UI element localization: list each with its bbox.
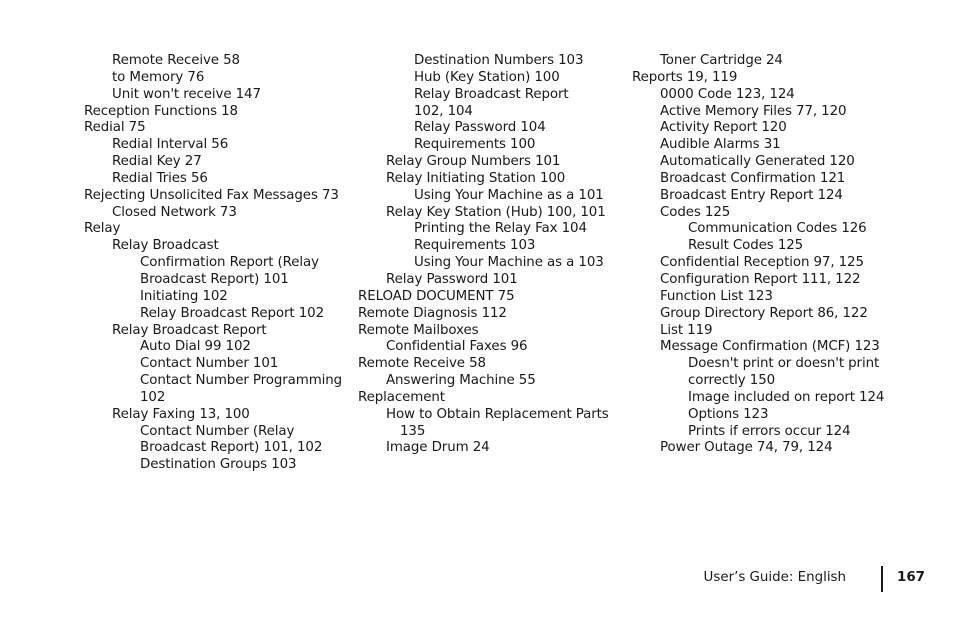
index-entry: Automatically Generated 120 xyxy=(660,154,855,170)
index-entry: Result Codes 125 xyxy=(688,238,804,254)
index-entry: Requirements 103 xyxy=(414,238,536,254)
index-entry: Destination Numbers 103 xyxy=(414,53,584,68)
index-entry: 102 xyxy=(140,389,166,405)
index-entry: Answering Machine 55 xyxy=(386,373,536,389)
index-entry: Active Memory Files 77, 120 xyxy=(660,103,847,119)
index-entry: Destination Groups 103 xyxy=(140,457,297,473)
index-entry: Relay Broadcast Report xyxy=(414,86,569,102)
index-entry: Closed Network 73 xyxy=(112,204,237,220)
index-entry: Confidential Reception 97, 125 xyxy=(660,255,864,271)
page-number: 167 xyxy=(897,570,925,585)
index-entry: Function List 123 xyxy=(660,288,773,304)
index-entry: Broadcast Report) 101 xyxy=(140,271,289,287)
index-entry: Redial Key 27 xyxy=(112,154,202,170)
index-entry: Relay xyxy=(84,221,121,237)
index-entry: Codes 125 xyxy=(660,204,731,220)
index-entry: Options 123 xyxy=(688,406,769,422)
index-entry: Broadcast Entry Report 124 xyxy=(660,187,843,203)
index-entry: Relay Key Station (Hub) 100, 101 xyxy=(386,204,606,220)
index-entry: Contact Number Programming xyxy=(140,373,343,389)
index-entry: Relay Password 104 xyxy=(414,120,546,136)
index-entry: Reports 19, 119 xyxy=(632,69,738,85)
index-entry: Redial 75 xyxy=(84,120,146,136)
index-entry: Using Your Machine as a 101 xyxy=(414,187,604,203)
page-footer xyxy=(700,566,930,592)
footer-guide-label: User’s Guide: English xyxy=(703,570,846,585)
index-entry: Using Your Machine as a 103 xyxy=(414,255,604,271)
index-entry: Relay Broadcast Report 102 xyxy=(140,305,324,321)
index-entry: Hub (Key Station) 100 xyxy=(414,69,560,85)
index-entry: Relay Password 101 xyxy=(386,271,518,287)
index-entry: RELOAD DOCUMENT 75 xyxy=(358,288,515,304)
index-entry: Image included on report 124 xyxy=(688,389,885,405)
index-entry: Remote Mailboxes xyxy=(358,322,479,338)
index-entry: List 119 xyxy=(660,322,713,338)
index-column-3 xyxy=(632,53,894,457)
index-entry: Remote Receive 58 xyxy=(112,53,240,68)
index-entry: Contact Number 101 xyxy=(140,356,279,372)
index-entry: 102, 104 xyxy=(414,103,473,119)
index-entry: Requirements 100 xyxy=(414,137,536,153)
index-entry: to Memory 76 xyxy=(112,69,205,85)
index-entry: How to Obtain Replacement Parts xyxy=(386,406,609,422)
index-entry: Replacement xyxy=(358,389,445,405)
footer-divider xyxy=(881,566,883,592)
index-entry: Confirmation Report (Relay xyxy=(140,255,319,271)
index-entry: Remote Diagnosis 112 xyxy=(358,305,507,321)
index-entry: Broadcast Confirmation 121 xyxy=(660,170,846,186)
index-entry: Relay Faxing 13, 100 xyxy=(112,406,250,422)
index-entry: Unit won't receive 147 xyxy=(112,86,261,102)
index-column-1 xyxy=(84,53,346,474)
index-entry: Group Directory Report 86, 122 xyxy=(660,305,868,321)
index-entry: Reception Functions 18 xyxy=(84,103,238,119)
index-entry: Prints if errors occur 124 xyxy=(688,423,851,439)
index-entry: Auto Dial 99 102 xyxy=(140,339,251,355)
index-entry: Doesn't print or doesn't print xyxy=(688,356,880,372)
index-entry: Relay Broadcast xyxy=(112,238,219,254)
index-entry: Remote Receive 58 xyxy=(358,356,486,372)
index-column-2 xyxy=(358,53,620,457)
index-entry: Audible Alarms 31 xyxy=(660,137,781,153)
index-entry: Relay Broadcast Report xyxy=(112,322,267,338)
index-entry: Relay Initiating Station 100 xyxy=(386,170,566,186)
index-entry: Initiating 102 xyxy=(140,288,228,304)
index-entry: 135 xyxy=(400,423,426,439)
index-entry: Activity Report 120 xyxy=(660,120,787,136)
index-entry: Rejecting Unsolicited Fax Messages 73 xyxy=(84,187,339,203)
index-entry: Image Drum 24 xyxy=(386,440,490,456)
index-entry: Printing the Relay Fax 104 xyxy=(414,221,587,237)
index-entry: Message Confirmation (MCF) 123 xyxy=(660,339,880,355)
index-entry: Contact Number (Relay xyxy=(140,423,295,439)
index-entry: Relay Group Numbers 101 xyxy=(386,154,561,170)
index-entry: Toner Cartridge 24 xyxy=(660,53,783,68)
index-entry: Configuration Report 111, 122 xyxy=(660,271,861,287)
index-entry: correctly 150 xyxy=(688,373,776,389)
index-entry: Broadcast Report) 101, 102 xyxy=(140,440,323,456)
index-entry: Redial Tries 56 xyxy=(112,170,208,186)
index-entry: Power Outage 74, 79, 124 xyxy=(660,440,833,456)
index-entry: 0000 Code 123, 124 xyxy=(660,86,795,102)
index-entry: Redial Interval 56 xyxy=(112,137,229,153)
index-entry: Communication Codes 126 xyxy=(688,221,867,237)
index-entry: Confidential Faxes 96 xyxy=(386,339,528,355)
